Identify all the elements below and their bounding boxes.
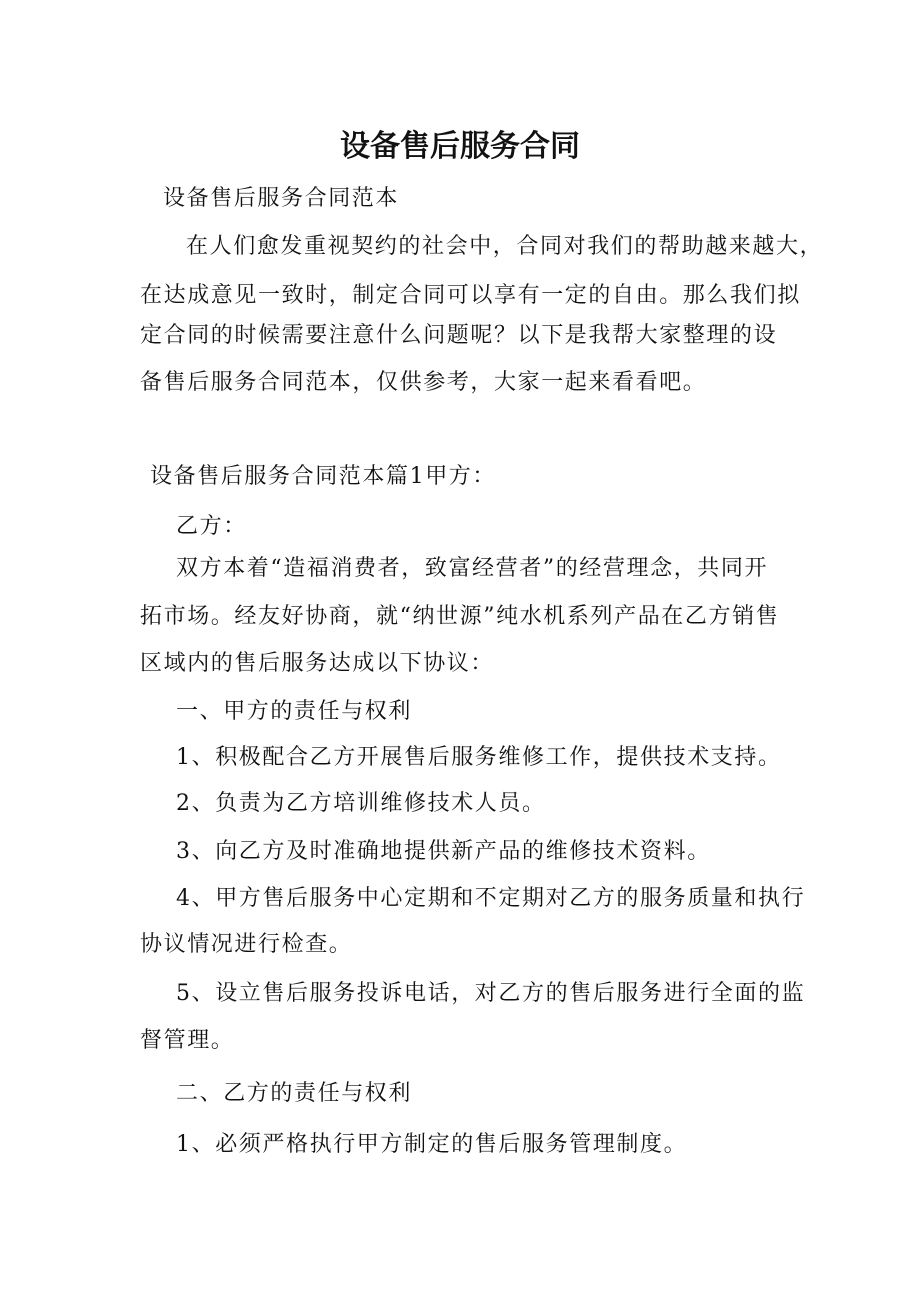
list-item: 3、向乙方及时准确地提供新产品的维修技术资料。 xyxy=(176,839,711,864)
intro-line: 在达成意见一致时，制定合同可以享有一定的自由。那么我们拟 xyxy=(140,283,801,308)
party-b-label: 乙方： xyxy=(176,514,247,539)
preamble-line: 拓市场。经友好协商，就“纳世源”纯水机系列产品在乙方销售 xyxy=(140,604,780,629)
preamble-line: 区域内的售后服务达成以下协议： xyxy=(140,651,495,676)
part2-heading: 二、乙方的责任与权利 xyxy=(176,1081,413,1106)
section-heading: 设备售后服务合同范本篇1甲方： xyxy=(150,464,496,489)
intro-line: 定合同的时候需要注意什么问题呢？以下是我帮大家整理的设 xyxy=(140,323,778,348)
subtitle: 设备售后服务合同范本 xyxy=(163,186,400,211)
list-item: 4、甲方售后服务中心定期和不定期对乙方的服务质量和执行 xyxy=(176,886,806,911)
list-item-continuation: 协议情况进行检查。 xyxy=(140,932,353,957)
list-item-continuation: 督管理。 xyxy=(140,1028,235,1053)
part1-heading: 一、甲方的责任与权利 xyxy=(176,699,413,724)
page-title: 设备售后服务合同 xyxy=(340,129,580,164)
intro-line: 在人们愈发重视契约的社会中，合同对我们的帮助越来越大， xyxy=(186,234,824,259)
list-item: 1、积极配合乙方开展售后服务维修工作，提供技术支持。 xyxy=(176,745,782,770)
preamble-line: 双方本着“造福消费者，致富经营者”的经营理念，共同开 xyxy=(176,556,769,581)
intro-line: 备售后服务合同范本，仅供参考，大家一起来看看吧。 xyxy=(140,370,707,395)
list-item: 1、必须严格执行甲方制定的售后服务管理制度。 xyxy=(176,1132,688,1157)
list-item: 5、设立售后服务投诉电话，对乙方的售后服务进行全面的监 xyxy=(176,981,806,1006)
list-item: 2、负责为乙方培训维修技术人员。 xyxy=(176,791,546,816)
